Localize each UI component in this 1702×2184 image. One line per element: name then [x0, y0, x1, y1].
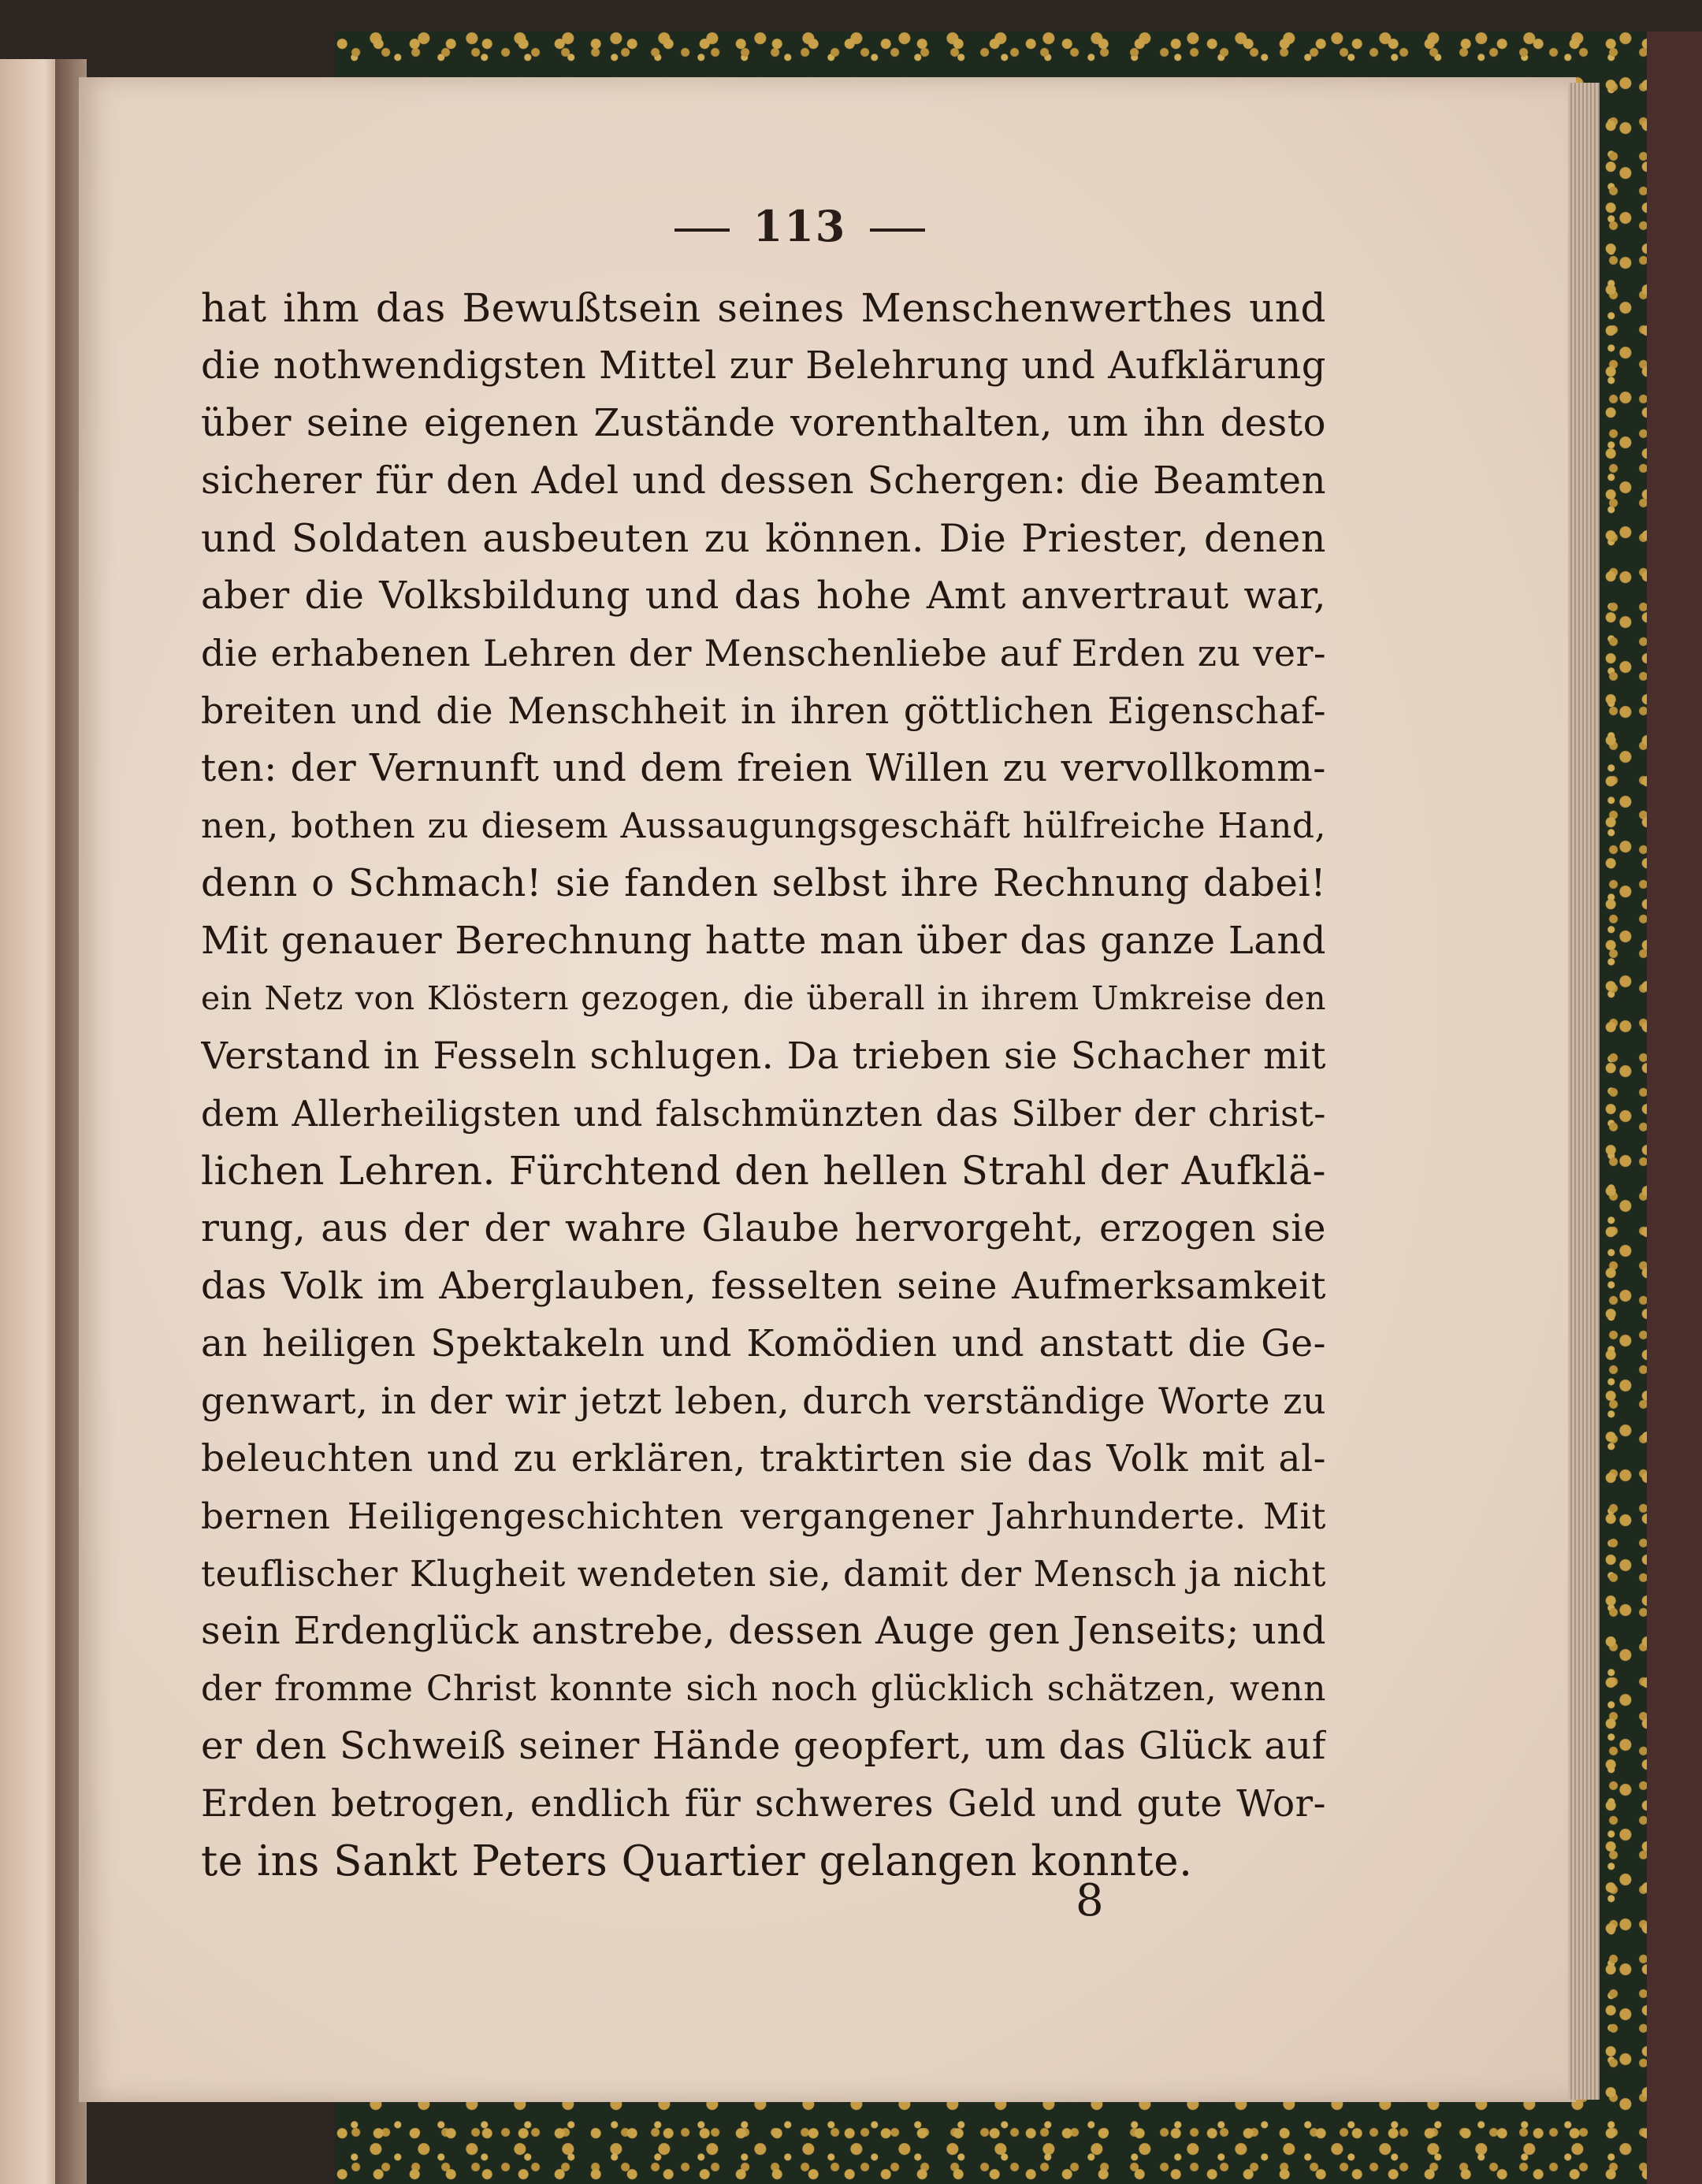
text-line: Erden betrogen, endlich für schweres Geld und gute Wor-: [201, 1782, 1326, 1826]
text-line: und Soldaten ausbeuten zu können. Die Priester, denen: [201, 516, 1326, 561]
text-line: sicherer für den Adel und dessen Schergen: die Beamten: [201, 459, 1326, 503]
body-text: [201, 280, 1326, 1890]
text-line: ein Netz von Klöstern gezogen, die überall in ihrem Umkreise den: [201, 979, 1326, 1017]
text-line: te ins Sankt Peters Quartier gelangen konnte.: [201, 1837, 1193, 1885]
text-line: das Volk im Aberglauben, fesselten seine Aufmerksamkeit: [201, 1265, 1326, 1308]
text-line: dem Allerheiligsten und falschmünzten das Silber der christ-: [201, 1093, 1326, 1135]
text-line: Mit genauer Berechnung hatte man über das ganze Land: [201, 919, 1326, 963]
cover-leather-edge: [1647, 32, 1702, 2184]
text-line: bernen Heiligengeschichten vergangener Jahrhunderte. Mit: [201, 1495, 1326, 1537]
signature-mark: 8: [1076, 1875, 1104, 1926]
header-dash-right: [870, 228, 925, 232]
text-line: er den Schweiß seiner Hände geopfert, um das Glück auf: [201, 1724, 1326, 1768]
text-line: über seine eigenen Zustände vorenthalten, um ihn desto: [201, 401, 1326, 445]
page-header: [0, 201, 1600, 251]
text-line: rung, aus der der wahre Glaube hervorgeht, erzogen sie: [201, 1206, 1326, 1250]
text-line: die nothwendigsten Mittel zur Belehrung und Aufklärung: [201, 344, 1326, 388]
text-line: an heiligen Spektakeln und Komödien und anstatt die Ge-: [201, 1322, 1326, 1365]
header-dash-left: [674, 228, 730, 232]
text-line: teuflischer Klugheit wendeten sie, damit der Mensch ja nicht: [201, 1553, 1326, 1595]
text-line: ten: der Vernunft und dem freien Willen zu vervollkomm-: [201, 746, 1326, 790]
text-line: breiten und die Menschheit in ihren göttlichen Eigenschaf-: [201, 689, 1326, 732]
text-line: die erhabenen Lehren der Menschenliebe auf Erden zu ver-: [201, 632, 1326, 674]
text-line: genwart, in der wir jetzt leben, durch verständige Worte zu: [201, 1380, 1326, 1422]
text-line: nen, bothen zu diesem Aussaugungsgeschäft hülfreiche Hand,: [201, 806, 1326, 846]
text-line: beleuchten und zu erklären, traktirten sie das Volk mit al-: [201, 1437, 1326, 1480]
left-page-edge: [0, 59, 63, 2184]
text-line: der fromme Christ konnte sich noch glücklich schätzen, wenn: [201, 1669, 1326, 1709]
page-number: 113: [753, 201, 847, 251]
page-block-edges: [1568, 83, 1600, 2100]
text-line: hat ihm das Bewußtsein seines Menschenwerthes und: [201, 285, 1326, 331]
text-line: denn o Schmach! sie fanden selbst ihre Rechnung dabei!: [201, 861, 1326, 905]
text-line: Verstand in Fesseln schlugen. Da trieben sie Schacher mit: [201, 1034, 1326, 1078]
text-line: lichen Lehren. Fürchtend den hellen Strahl der Aufklä-: [201, 1148, 1326, 1194]
text-line: aber die Volksbildung und das hohe Amt anvertraut war,: [201, 574, 1326, 618]
text-line: sein Erdenglück anstrebe, dessen Auge gen Jenseits; und: [201, 1609, 1326, 1653]
